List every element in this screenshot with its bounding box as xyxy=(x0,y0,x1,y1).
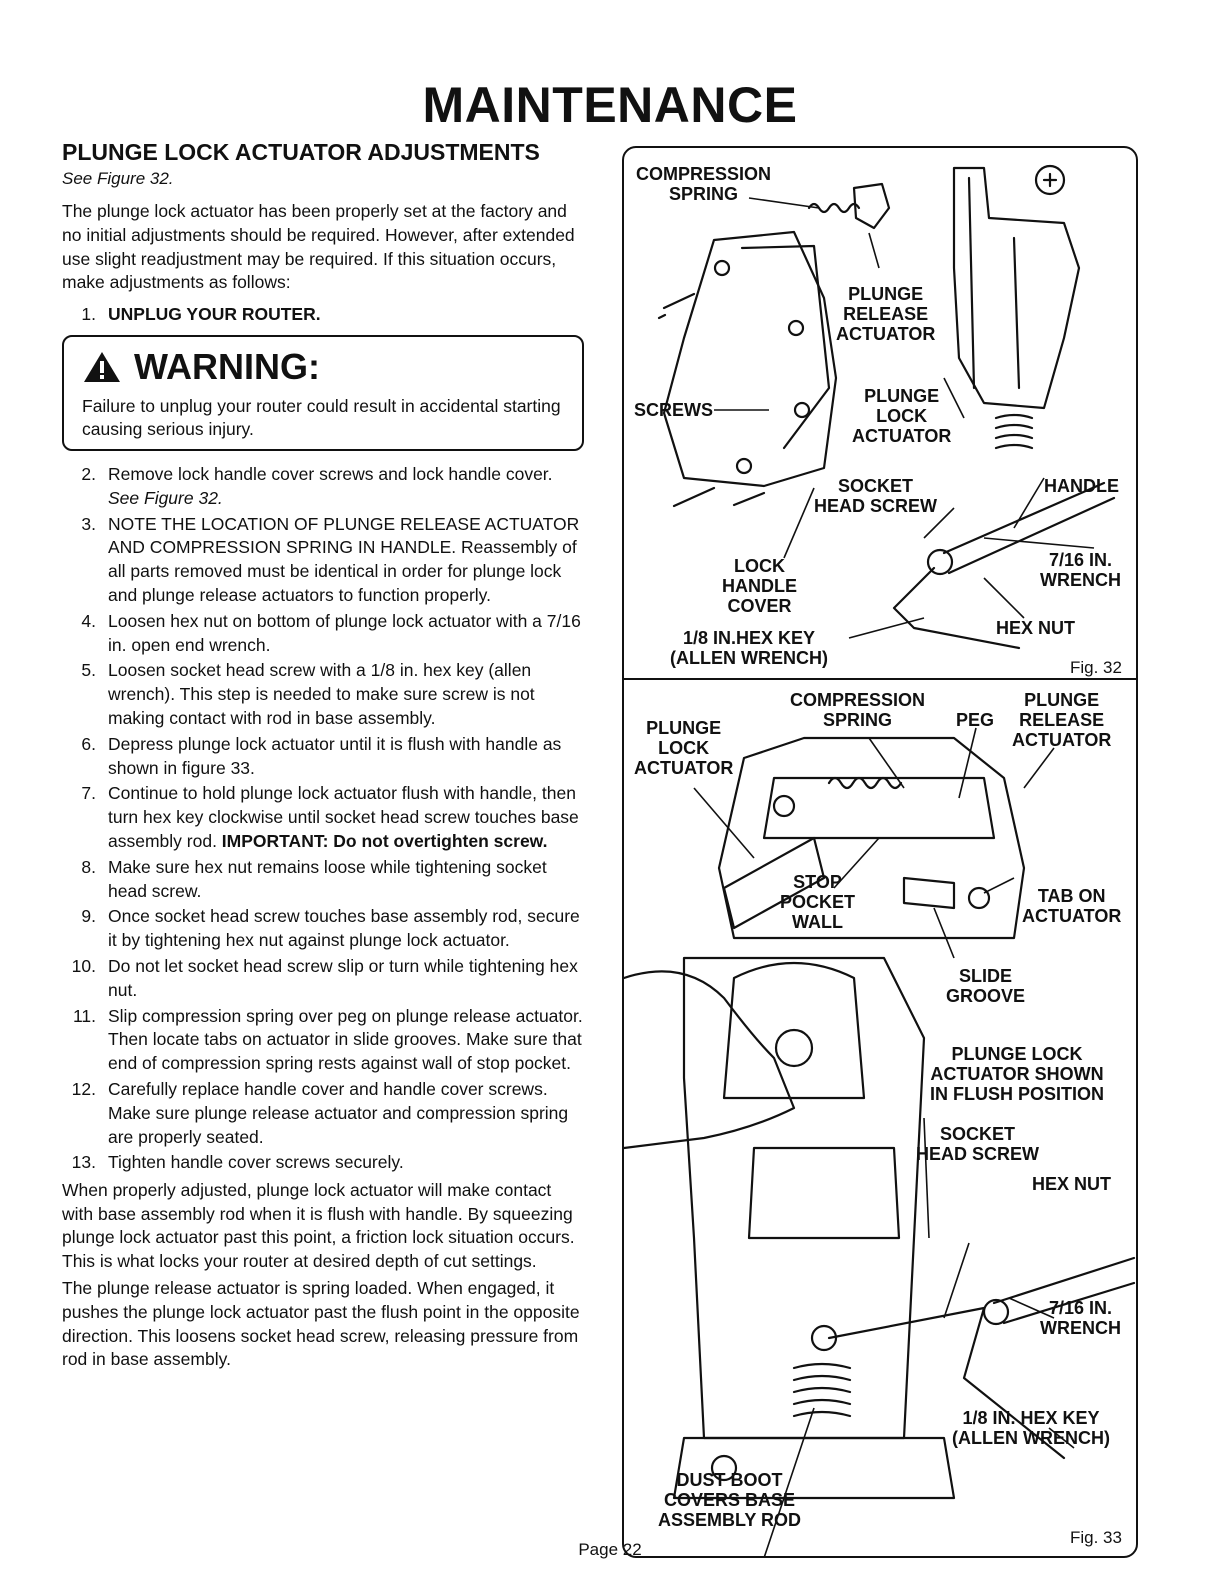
step-text: Once socket head screw touches base assembly rod, secure it by tightening hex nut against plunge lock actuator. xyxy=(108,906,580,951)
label-slide-groove: SLIDE GROOVE xyxy=(946,966,1026,1006)
see-figure-note: See Figure 32. xyxy=(62,169,174,188)
label-tab-on-actuator: TAB ON ACTUATOR xyxy=(1022,886,1122,926)
label-hex-nut-33: HEX NUT xyxy=(1032,1174,1112,1194)
section-heading: PLUNGE LOCK ACTUATOR ADJUSTMENTS xyxy=(62,139,540,165)
figure-33-caption: Fig. 33 xyxy=(1070,1528,1122,1547)
step-number: 7. xyxy=(81,783,96,804)
step-text-extra: See Figure 32. xyxy=(108,487,223,508)
label-plunge-release-actuator: PLUNGE RELEASE ACTUATOR xyxy=(836,284,936,344)
label-dust-boot: DUST BOOT COVERS BASE ASSEMBLY ROD xyxy=(658,1470,802,1530)
step-text-extra: IMPORTANT: Do not overtighten screw. xyxy=(216,830,548,851)
label-handle: HANDLE xyxy=(1044,476,1119,496)
step-text: Do not let socket head screw slip or turn while tightening hex nut. xyxy=(108,955,578,1000)
step-number: 5. xyxy=(81,660,96,681)
intro-paragraph: The plunge lock actuator has been properly set at the factory and no initial adjustments should be required. However, after extended use slight readjustment may be required. If this situation occurs, make adjustments as follows: xyxy=(62,201,575,293)
step-text: Loosen socket head screw with a 1/8 in. hex key (allen wrench). This step is needed to make sure screw is not making contact with rod in base assembly. xyxy=(108,660,535,728)
step-item xyxy=(62,303,584,327)
label-peg: PEG xyxy=(956,710,995,730)
label-plunge-lock-actuator: PLUNGE LOCK ACTUATOR xyxy=(852,386,952,446)
label-plunge-release-actuator-33: PLUNGE RELEASE ACTUATOR xyxy=(1012,690,1112,750)
step-list-start xyxy=(62,303,584,327)
step-item xyxy=(62,1005,584,1076)
instructions-column xyxy=(62,138,584,1372)
step-text: Slip compression spring over peg on plunge release actuator. Then locate tabs on actuator in slide grooves. Make sure that end of compression spring rests against wall of stop pocket. xyxy=(108,1005,583,1074)
label-hex-nut: HEX NUT xyxy=(996,618,1076,638)
figure-32-caption: Fig. 32 xyxy=(1070,658,1122,677)
step-item xyxy=(62,513,584,608)
page-title: MAINTENANCE xyxy=(422,77,798,133)
label-wrench-33: 7/16 IN. WRENCH xyxy=(1040,1298,1121,1338)
page-number: Page 22 xyxy=(578,1540,642,1559)
step-text: Carefully replace handle cover and handle cover screws. Make sure plunge release actuator and compression spring are properly seated. xyxy=(108,1078,569,1147)
step-number: 13. xyxy=(71,1152,96,1173)
step-text: Tighten handle cover screws securely. xyxy=(108,1152,404,1173)
step-text: Continue to hold plunge lock actuator flush with handle, then turn hex key clockwise until socket head screw touches base assembly rod. xyxy=(108,783,579,851)
step-number: 2. xyxy=(81,463,96,484)
step-text: Make sure hex nut remains loose while tightening socket head screw. xyxy=(108,856,547,901)
closing-paragraph: When properly adjusted, plunge lock actuator will make contact with base assembly rod when it is flush with handle. By squeezing plunge lock actuator past this point, a friction lock situation occurs. This is what locks your router at desired depth of cut settings. xyxy=(62,1180,575,1271)
warning-triangle-icon xyxy=(82,350,122,384)
step-number: 1. xyxy=(81,304,96,325)
warning-text: Failure to unplug your router could result in accidental starting causing serious injury. xyxy=(82,395,561,439)
label-plunge-lock-actuator-33: PLUNGE LOCK ACTUATOR xyxy=(634,718,734,778)
step-item xyxy=(62,905,584,953)
figure-panel xyxy=(622,146,1138,1558)
step-number: 8. xyxy=(81,856,96,877)
step-item xyxy=(62,733,584,781)
step-text: Depress plunge lock actuator until it is flush with handle as shown in figure 33. xyxy=(108,733,562,778)
step-number: 11. xyxy=(72,1005,96,1026)
step-text: UNPLUG YOUR ROUTER. xyxy=(108,304,321,325)
step-number: 4. xyxy=(81,610,96,631)
label-socket-head-screw: SOCKET HEAD SCREW xyxy=(814,476,938,516)
step-text: Loosen hex nut on bottom of plunge lock actuator with a 7/16 in. open end wrench. xyxy=(108,610,581,655)
step-number: 9. xyxy=(81,906,96,927)
label-flush-position: PLUNGE LOCK ACTUATOR SHOWN IN FLUSH POSITION xyxy=(930,1044,1105,1104)
label-compression-spring: COMPRESSION SPRING xyxy=(636,164,772,204)
step-text: Remove lock handle cover screws and lock handle cover. xyxy=(108,463,553,484)
label-socket-head-screw-33: SOCKET HEAD SCREW xyxy=(916,1124,1040,1164)
step-item xyxy=(62,659,584,730)
warning-title: WARNING: xyxy=(134,345,320,387)
label-hex-key-33: 1/8 IN. HEX KEY (ALLEN WRENCH) xyxy=(952,1408,1110,1448)
label-screws: SCREWS xyxy=(634,400,714,420)
step-number: 12. xyxy=(71,1078,96,1099)
step-item xyxy=(62,782,584,853)
step-item xyxy=(62,610,584,658)
step-list xyxy=(62,463,584,1175)
label-lock-handle-cover: LOCK HANDLE COVER xyxy=(722,556,797,616)
step-number: 3. xyxy=(81,513,96,534)
closing-paragraph: The plunge release actuator is spring loaded. When engaged, it pushes the plunge lock actuator past the flush point in the opposite direction. This loosens socket head screw, releasing pressure from rod in base assembly. xyxy=(62,1278,580,1370)
label-hex-key: 1/8 IN.HEX KEY (ALLEN WRENCH) xyxy=(670,628,828,668)
step-number: 10. xyxy=(71,955,96,976)
step-item xyxy=(62,463,584,511)
warning-box xyxy=(62,335,584,451)
label-wrench: 7/16 IN. WRENCH xyxy=(1040,550,1121,590)
label-compression-spring-33: COMPRESSION SPRING xyxy=(790,690,926,730)
figure-divider xyxy=(624,678,1136,680)
label-stop-pocket-wall: STOP POCKET WALL xyxy=(780,872,856,932)
step-item xyxy=(62,955,584,1003)
step-item xyxy=(62,1151,584,1175)
step-number: 6. xyxy=(81,733,96,754)
step-text: NOTE THE LOCATION OF PLUNGE RELEASE ACTUATOR AND COMPRESSION SPRING IN HANDLE. Reassembly of all parts removed must be identical in order for plunge lock and plunge release actuators to function properly. xyxy=(108,513,580,605)
step-item xyxy=(62,856,584,904)
step-item xyxy=(62,1078,584,1149)
